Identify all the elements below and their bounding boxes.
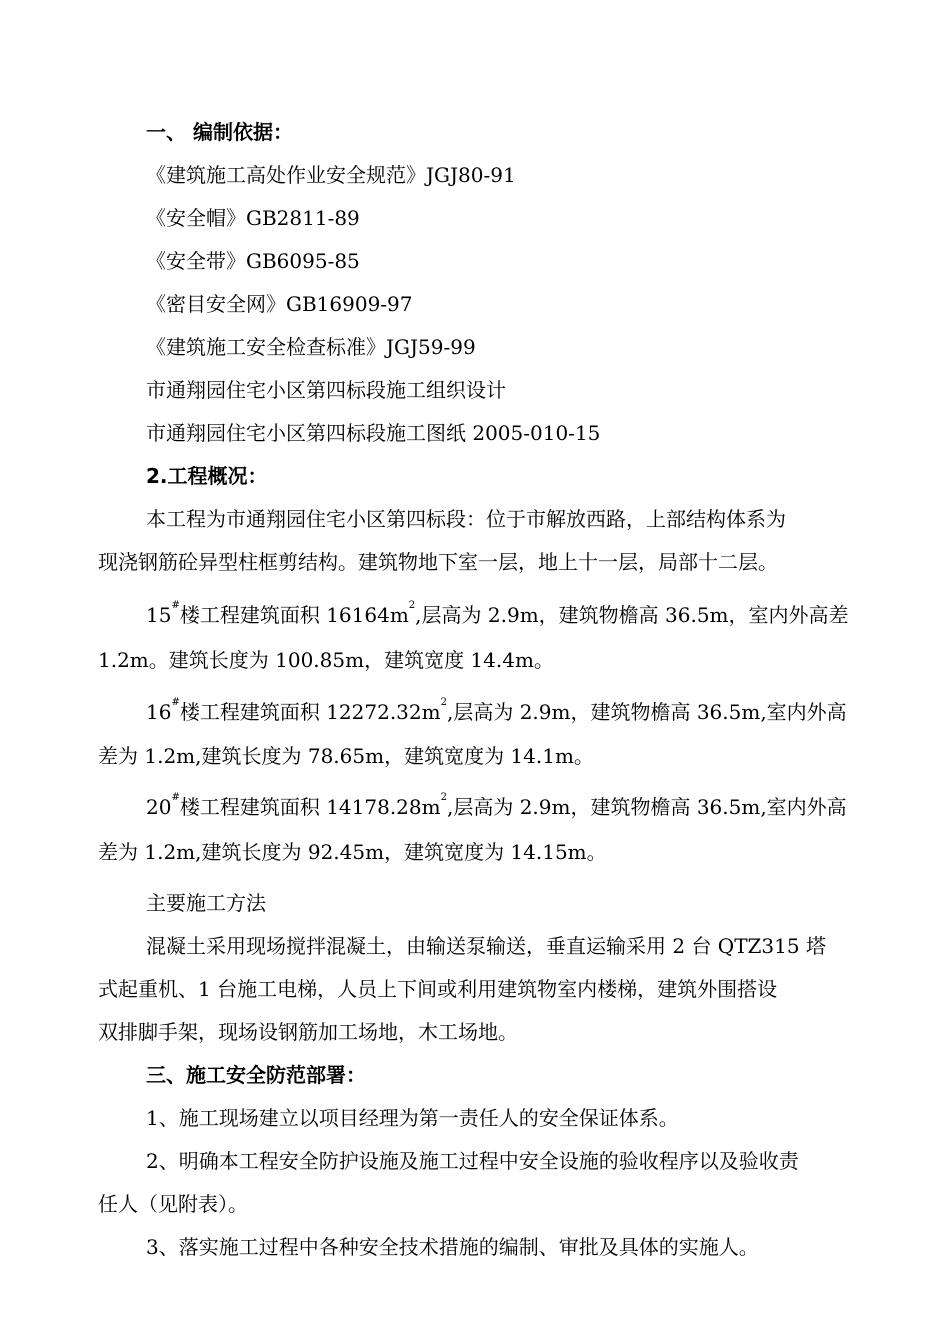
building-20-line1: 20#楼工程建筑面积 $14178.28m^2$,层高为 2.9m，建筑物檐高 36.5m,室内外高: [146, 792, 847, 819]
reference-item: 市通翔园住宅小区第四标段施工图纸 2005-010-15: [146, 421, 601, 445]
section-2-heading: 2.工程概况：: [146, 464, 268, 488]
method-paragraph: 混凝土采用现场搅拌混凝土，由输送泵输送，垂直运输采用 2 台 QTZ315 塔: [146, 934, 826, 958]
safety-item: 3、落实施工过程中各种安全技术措施的编制、审批及具体的实施人。: [146, 1235, 759, 1259]
reference-item: 《安全帽》GB2811-89: [146, 206, 360, 230]
overview-paragraph: 现浇钢筋砼异型柱框剪结构。建筑物地下室一层，地上十一层，局部十二层。: [98, 550, 778, 574]
safety-item-continued: 任人（见附表）。: [98, 1192, 248, 1216]
building-15-line2: 1.2m。建筑长度为 100.85m，建筑宽度 14.4m。: [98, 648, 554, 672]
reference-item: 《安全带》GB6095-85: [146, 249, 360, 273]
reference-item: 《建筑施工安全检查标准》JGJ59-99: [146, 335, 476, 359]
section-3-heading: 三、施工安全防范部署：: [146, 1063, 366, 1087]
overview-paragraph: 本工程为市通翔园住宅小区第四标段：位于市解放西路，上部结构体系为: [146, 507, 786, 531]
safety-item: 2、明确本工程安全防护设施及施工过程中安全设施的验收程序以及验收责: [146, 1149, 799, 1173]
building-20-line2: 差为 1.2m,建筑长度为 92.45m，建筑宽度为 14.15m。: [98, 840, 607, 864]
reference-item: 《建筑施工高处作业安全规范》JGJ80-91: [146, 163, 516, 187]
reference-item: 市通翔园住宅小区第四标段施工组织设计: [146, 378, 506, 402]
safety-item: 1、施工现场建立以项目经理为第一责任人的安全保证体系。: [146, 1106, 679, 1130]
section-1-heading: 一、 编制依据：: [146, 120, 293, 144]
reference-item: 《密目安全网》GB16909-97: [146, 292, 413, 316]
building-16-line1: 16#楼工程建筑面积 $12272.32m^2$,层高为 2.9m，建筑物檐高 36.5m,室内外高: [146, 697, 847, 724]
building-15-line1: 15#楼工程建筑面积 $16164m^2$,层高为 2.9m，建筑物檐高 36.5m，室内外高差: [146, 600, 849, 627]
method-title: 主要施工方法: [146, 891, 266, 915]
building-16-line2: 差为 1.2m,建筑长度为 78.65m，建筑宽度为 14.1m。: [98, 744, 594, 768]
method-paragraph: 式起重机、1 台施工电梯，人员上下间或利用建筑物室内楼梯，建筑外围搭设: [98, 977, 778, 1001]
method-paragraph: 双排脚手架，现场设钢筋加工场地，木工场地。: [98, 1020, 518, 1044]
